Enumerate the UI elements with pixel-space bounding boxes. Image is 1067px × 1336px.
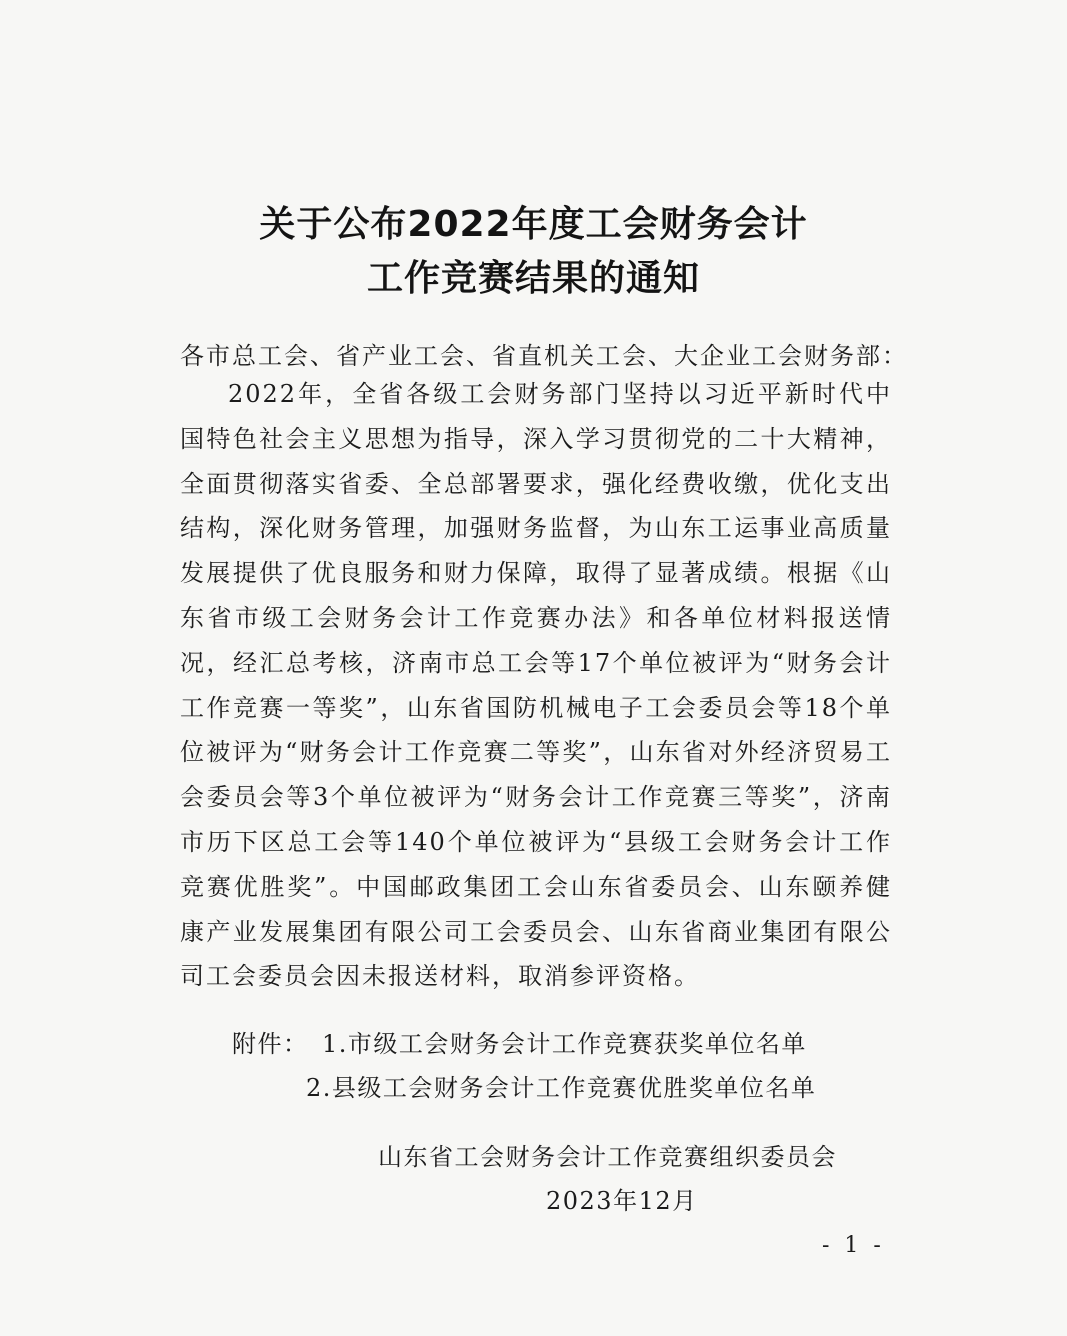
attachment-item-1: 1.市级工会财务会计工作竞赛获奖单位名单: [322, 1030, 807, 1058]
document-title-line2: 工作竞赛结果的通知: [366, 258, 700, 299]
attachments-label: 附件：: [232, 1030, 309, 1058]
body-paragraph: 2022年，全省各级工会财务部门坚持以习近平新时代中国特色社会主义思想为指导，深入学习贯彻党的二十大精神，全面贯彻落实省委、全总部署要求，强化经费收缴，优化支出结构，深化财务管理，加强财务监督，为山东工运事业高质量发展提供了优良服务和财力保障，取得了显著成绩。根据《山东省市级工会财务会计工作竞赛办法》和各单位材料报送情况，经汇总考核，济南市总工会等17个单位被评为“财务会计工作竞赛一等奖”，山东省国防机械电子工会委员会等18个单位被评为“财务会计工作竞赛二等奖”，山东省对外经济贸易工会委员会等3个单位被评为“财务会计工作竞赛三等奖”，济南市历下区总工会等140个单位被评为“县级工会财务会计工作竞赛优胜奖”。中国邮政集团工会山东省委员会、山东颐养健康产业发展集团有限公司工会委员会、山东省商业集团有限公司工会委员会因未报送材料，取消参评资格。: [180, 380, 892, 991]
document-title-line1: 关于公布2022年度工会财务会计: [259, 204, 808, 245]
signature-date: 2023年12月: [546, 1187, 698, 1215]
page-number: - 1 -: [822, 1233, 885, 1258]
signature-organization: 山东省工会财务会计工作竞赛组织委员会: [378, 1143, 837, 1171]
addressee-line: 各市总工会、省产业工会、省直机关工会、大企业工会财务部：: [180, 342, 908, 370]
attachment-item-2: 2.县级工会财务会计工作竞赛优胜奖单位名单: [306, 1074, 817, 1102]
